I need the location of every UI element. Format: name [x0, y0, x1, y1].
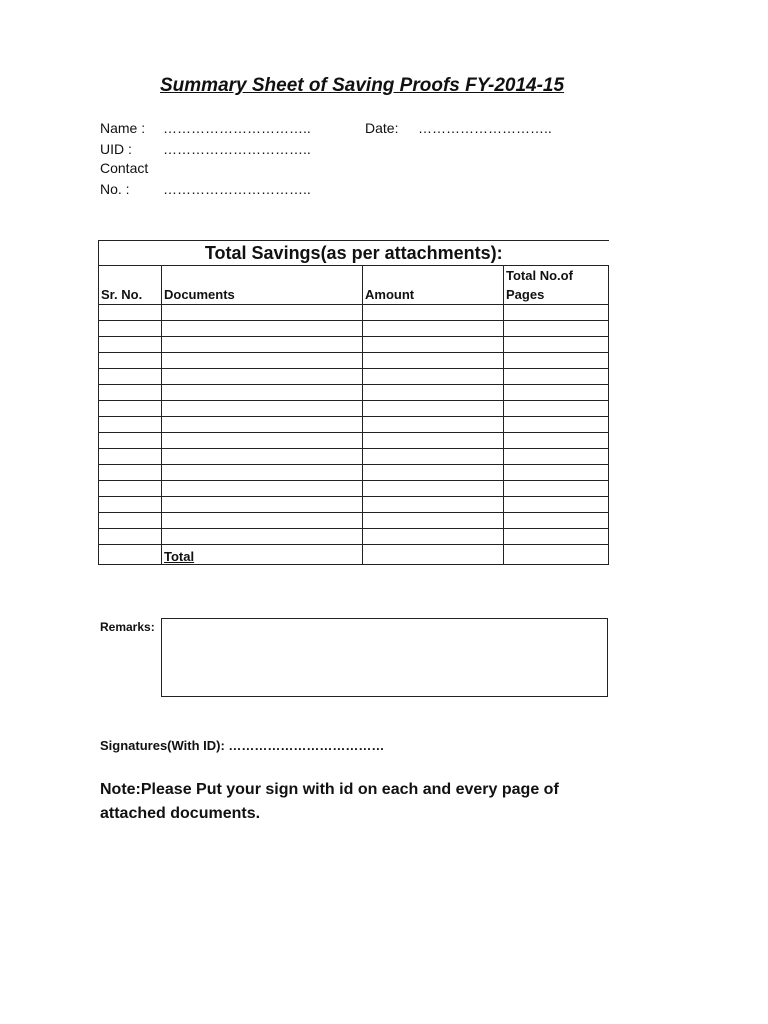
table-row	[99, 481, 609, 497]
table-row	[99, 465, 609, 481]
table-cell[interactable]	[504, 305, 609, 321]
total-row	[99, 545, 609, 565]
contact-label: Contact	[100, 160, 149, 176]
total-pages-cell[interactable]	[504, 545, 609, 565]
table-row	[99, 321, 609, 337]
table-row	[99, 305, 609, 321]
contact-dots: …………………………..	[163, 181, 311, 197]
column-header-total-pages: Total No.of Pages	[504, 266, 609, 305]
table-cell[interactable]	[99, 513, 162, 529]
table-cell[interactable]	[363, 433, 504, 449]
table-cell[interactable]	[504, 321, 609, 337]
table-cell[interactable]	[162, 433, 363, 449]
table-row	[99, 385, 609, 401]
table-cell[interactable]	[162, 353, 363, 369]
table-cell[interactable]	[99, 353, 162, 369]
table-row	[99, 433, 609, 449]
table-heading: Total Savings(as per attachments):	[99, 241, 609, 266]
table-cell[interactable]	[363, 465, 504, 481]
table-cell[interactable]	[162, 465, 363, 481]
table-cell[interactable]	[162, 321, 363, 337]
table-cell[interactable]	[363, 337, 504, 353]
table-cell[interactable]	[162, 385, 363, 401]
table-cell[interactable]	[99, 481, 162, 497]
column-header-amount: Amount	[363, 266, 504, 305]
table-cell[interactable]	[363, 385, 504, 401]
table-cell[interactable]	[363, 305, 504, 321]
table-cell[interactable]	[504, 433, 609, 449]
table-cell[interactable]	[504, 417, 609, 433]
table-cell[interactable]	[99, 385, 162, 401]
uid-dots: …………………………..	[163, 141, 311, 157]
table-cell[interactable]	[363, 513, 504, 529]
table-cell[interactable]	[363, 369, 504, 385]
savings-table	[98, 240, 609, 565]
table-cell[interactable]	[504, 449, 609, 465]
table-cell[interactable]	[162, 529, 363, 545]
table-cell[interactable]	[162, 369, 363, 385]
table-cell[interactable]	[162, 449, 363, 465]
table-cell[interactable]	[504, 369, 609, 385]
table-cell[interactable]	[363, 497, 504, 513]
table-cell[interactable]	[363, 417, 504, 433]
table-cell[interactable]	[363, 529, 504, 545]
table-row	[99, 529, 609, 545]
table-row	[99, 497, 609, 513]
table-cell[interactable]	[363, 321, 504, 337]
table-cell[interactable]	[99, 433, 162, 449]
table-row	[99, 401, 609, 417]
table-cell[interactable]	[363, 353, 504, 369]
table-cell[interactable]	[504, 337, 609, 353]
table-cell[interactable]	[99, 369, 162, 385]
column-header-sr-no: Sr. No.	[99, 266, 162, 305]
name-dots: …………………………..	[163, 120, 311, 136]
table-cell[interactable]	[504, 497, 609, 513]
table-cell[interactable]	[363, 449, 504, 465]
table-cell[interactable]	[99, 497, 162, 513]
table-cell[interactable]	[363, 481, 504, 497]
date-dots: ………………………..	[418, 120, 552, 136]
total-label	[162, 545, 363, 565]
table-cell[interactable]	[162, 305, 363, 321]
table-cell[interactable]	[162, 417, 363, 433]
table-cell[interactable]	[504, 529, 609, 545]
table-cell[interactable]	[504, 385, 609, 401]
table-cell[interactable]	[504, 513, 609, 529]
table-cell[interactable]	[162, 481, 363, 497]
table-row	[99, 417, 609, 433]
table-cell[interactable]	[99, 465, 162, 481]
table-cell[interactable]	[162, 337, 363, 353]
table-cell[interactable]	[504, 481, 609, 497]
table-row	[99, 337, 609, 353]
table-cell[interactable]	[363, 401, 504, 417]
remarks-box[interactable]	[161, 618, 608, 697]
table-row	[99, 449, 609, 465]
note-text: Note:Please Put your sign with id on each and every page of attached documents.	[100, 781, 559, 822]
table-cell[interactable]	[99, 417, 162, 433]
table-cell[interactable]	[504, 353, 609, 369]
table-row	[99, 369, 609, 385]
table-cell[interactable]	[99, 321, 162, 337]
table-cell[interactable]	[99, 337, 162, 353]
total-label-text: Total	[164, 549, 195, 564]
signature-line: Signatures(With ID): ………………………………	[100, 738, 385, 753]
uid-label: UID :	[100, 141, 132, 157]
table-cell[interactable]	[162, 513, 363, 529]
table-cell[interactable]	[99, 449, 162, 465]
table-cell[interactable]	[99, 401, 162, 417]
table-cell[interactable]	[99, 529, 162, 545]
document-title: Summary Sheet of Saving Proofs FY-2014-15	[160, 75, 565, 96]
table-row	[99, 513, 609, 529]
name-label: Name :	[100, 120, 146, 136]
table-cell[interactable]	[504, 401, 609, 417]
table-row	[99, 353, 609, 369]
contact-no-label: No. :	[100, 181, 130, 197]
table-cell[interactable]	[504, 465, 609, 481]
column-header-documents: Documents	[162, 266, 363, 305]
table-cell[interactable]	[162, 497, 363, 513]
remarks-label: Remarks:	[100, 620, 155, 634]
table-cell[interactable]	[99, 305, 162, 321]
date-label: Date:	[365, 120, 399, 136]
total-amount-cell[interactable]	[363, 545, 504, 565]
table-cell[interactable]	[162, 401, 363, 417]
table-cell	[99, 545, 162, 565]
